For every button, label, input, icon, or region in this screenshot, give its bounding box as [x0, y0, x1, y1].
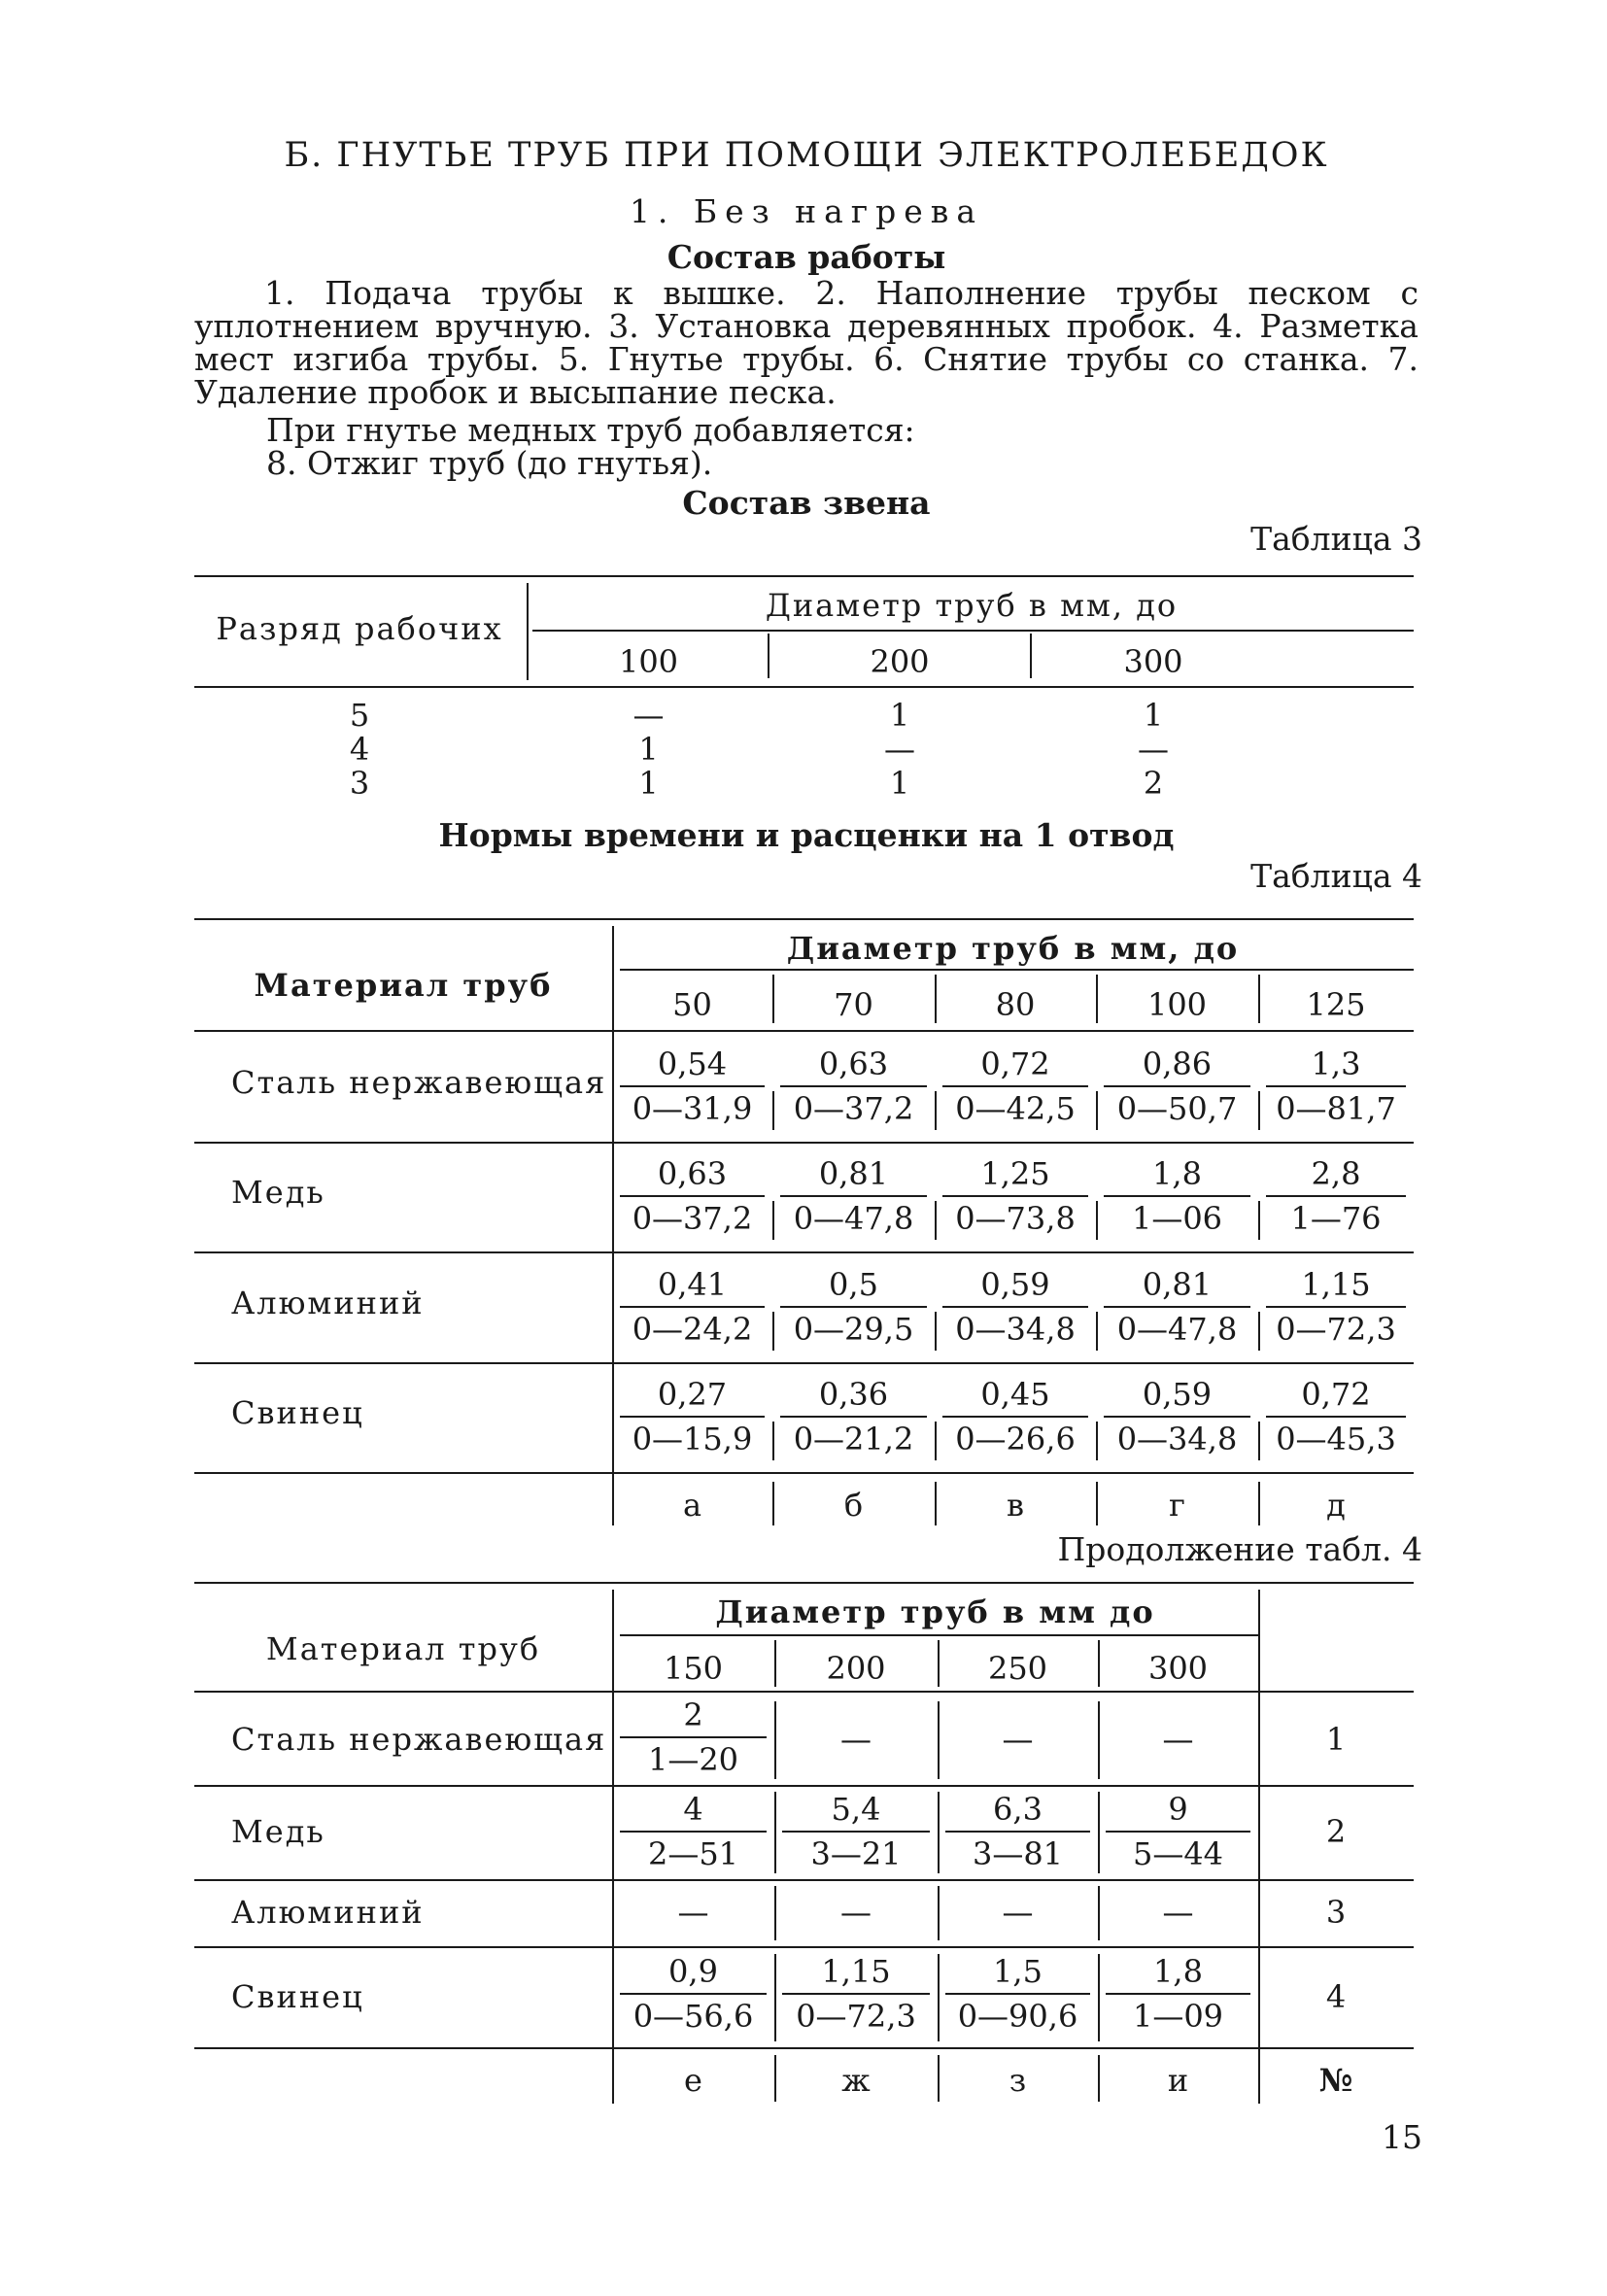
- table-rule: [194, 2047, 1414, 2049]
- rate-time-norm: 1,15: [821, 1953, 891, 1990]
- subsection-title: 1. Без нагрева: [629, 192, 984, 230]
- rate-time-norm: 1,25: [980, 1155, 1050, 1192]
- table-rule: [1098, 1640, 1100, 1687]
- rate-price: 3—21: [810, 1835, 902, 1872]
- row-number: 3: [1325, 1894, 1347, 1931]
- team-composition-title: Состав звена: [682, 484, 931, 522]
- table-rule: [774, 1701, 776, 1779]
- table4-group-header: Диаметр труб в мм, до: [786, 930, 1240, 967]
- column-letter: г: [1169, 1487, 1185, 1524]
- table4-cell: [1096, 1045, 1258, 1128]
- rate-price: 0—81,7: [1276, 1090, 1396, 1127]
- fraction-bar: [1106, 1831, 1250, 1833]
- table-rule: [938, 1701, 940, 1779]
- table3-grade: 4: [349, 731, 370, 768]
- column-letter: ж: [841, 2062, 871, 2099]
- table-rule: [772, 1312, 774, 1351]
- table-rule: [938, 1886, 940, 1940]
- table3-col-200: 200: [870, 643, 930, 680]
- table-rule: [194, 1691, 1414, 1693]
- rate-price: 0—34,8: [1116, 1421, 1238, 1457]
- fraction-bar: [780, 1416, 927, 1418]
- fraction-bar: [620, 1993, 767, 1995]
- table-rule: [1096, 1422, 1098, 1460]
- table3-cell: 1: [889, 765, 910, 802]
- rate-time-norm: 0,45: [980, 1376, 1050, 1413]
- rate-price: 0—37,2: [793, 1090, 914, 1127]
- table3-cell: 1: [889, 697, 910, 734]
- fraction-bar: [620, 1306, 765, 1308]
- column-letter: е: [684, 2062, 702, 2099]
- table4-cell: [1096, 1154, 1258, 1238]
- table4-cell: [1258, 1045, 1414, 1128]
- rate-price: 0—24,2: [632, 1311, 753, 1348]
- table-rule: [620, 1634, 1258, 1636]
- table-rule: [1258, 1091, 1260, 1130]
- rate-price: 0—72,3: [1276, 1311, 1396, 1348]
- rate-time-norm: 5,4: [831, 1791, 881, 1828]
- table4-row-header: Материал труб: [254, 967, 553, 1004]
- table-rule: [1258, 975, 1260, 1023]
- rate-time-norm: 0,81: [1142, 1266, 1213, 1303]
- fraction-bar: [1266, 1195, 1406, 1197]
- table4-cell: [935, 1265, 1096, 1349]
- table3-cell: —: [633, 697, 665, 734]
- table-rule: [938, 1640, 940, 1687]
- fraction-bar: [620, 1195, 765, 1197]
- fraction-bar: [620, 1736, 767, 1738]
- table-rule: [1096, 1091, 1098, 1130]
- rate-price: 0—29,5: [793, 1311, 914, 1348]
- table4b-cell: [1098, 1790, 1258, 1873]
- table4-cell: [772, 1265, 935, 1349]
- fraction-bar: [942, 1416, 1088, 1418]
- material-name: Свинец: [231, 1978, 364, 2015]
- fraction-bar: [780, 1085, 927, 1087]
- table3-cell: 2: [1143, 765, 1164, 802]
- section-title: Б. ГНУТЬЕ ТРУБ ПРИ ПОМОЩИ ЭЛЕКТРОЛЕБЕДОК: [284, 136, 1329, 175]
- fraction-bar: [1104, 1195, 1250, 1197]
- fraction-bar: [620, 1085, 765, 1087]
- table-rule: [1098, 1954, 1100, 2041]
- table-rule: [774, 1792, 776, 1873]
- table4-cell: [612, 1265, 772, 1349]
- fraction-bar: [945, 1993, 1090, 1995]
- table-rule: [1258, 1201, 1260, 1240]
- table4-cell: [612, 1375, 772, 1458]
- rate-price: 1—06: [1131, 1200, 1223, 1237]
- rate-price: 2—51: [647, 1835, 739, 1872]
- rate-time-norm: 0,72: [980, 1045, 1050, 1082]
- material-name: Свинец: [231, 1394, 364, 1431]
- table4b-col-header: 150: [663, 1650, 724, 1687]
- rate-time-norm: 0,81: [818, 1155, 889, 1192]
- table-rule: [774, 1640, 776, 1687]
- rate-price: 1—20: [647, 1741, 739, 1778]
- table-rule: [1096, 975, 1098, 1023]
- table3-row-header: Разряд рабочих: [216, 610, 503, 647]
- table4-cell: [1258, 1375, 1414, 1458]
- rate-price: 0—34,8: [955, 1311, 1076, 1348]
- row-number: 2: [1325, 1813, 1347, 1850]
- table3-grade: 3: [349, 765, 370, 802]
- table4-col-header: 100: [1146, 986, 1208, 1023]
- rate-time-norm: 9: [1168, 1791, 1188, 1828]
- table-rule: [935, 1312, 937, 1351]
- table-rule: [772, 1201, 774, 1240]
- table-rule: [935, 1482, 937, 1525]
- rate-price: 0—26,6: [955, 1421, 1076, 1457]
- material-name: Медь: [231, 1813, 325, 1850]
- material-name: Алюминий: [231, 1894, 425, 1931]
- rate-time-norm: 0,59: [1142, 1376, 1213, 1413]
- fraction-bar: [942, 1195, 1088, 1197]
- table-rule: [772, 1091, 774, 1130]
- table4b-cell: [612, 1790, 774, 1873]
- table-rule: [620, 969, 1414, 971]
- table-rule: [1096, 1482, 1098, 1525]
- table-rule: [774, 2055, 776, 2102]
- table-rule: [1098, 1701, 1100, 1779]
- table4-cell: [772, 1375, 935, 1458]
- rate-time-norm: 1,8: [1153, 1953, 1203, 1990]
- table4b-cell: [1098, 1952, 1258, 2036]
- fraction-bar: [1104, 1306, 1250, 1308]
- rate-price: 0—47,8: [793, 1200, 914, 1237]
- table4-col-header: 70: [834, 986, 873, 1023]
- rate-time-norm: 0,41: [657, 1266, 728, 1303]
- rate-time-norm: 4: [683, 1791, 703, 1828]
- rate-price: 5—44: [1132, 1835, 1224, 1872]
- table4b-cell: —: [840, 1721, 872, 1758]
- rate-time-norm: 1,5: [993, 1953, 1043, 1990]
- rate-price: 0—31,9: [632, 1090, 753, 1127]
- fraction-bar: [1266, 1085, 1406, 1087]
- fraction-bar: [942, 1085, 1088, 1087]
- table4-col-header: 125: [1306, 986, 1366, 1023]
- table4b-col-header: 300: [1147, 1650, 1209, 1687]
- table-rule: [1258, 1422, 1260, 1460]
- table-rule: [772, 1482, 774, 1525]
- rate-price: 0—50,7: [1116, 1090, 1238, 1127]
- table4-cell: [772, 1045, 935, 1128]
- table-rule: [935, 1091, 937, 1130]
- table4-label: Таблица 4: [1250, 857, 1422, 895]
- table-rule: [194, 1582, 1414, 1584]
- table-rule: [194, 1785, 1414, 1787]
- rate-price: 3—81: [972, 1835, 1064, 1872]
- rate-price: 1—09: [1132, 1998, 1224, 2035]
- table-rule: [1098, 1792, 1100, 1873]
- fraction-bar: [942, 1306, 1088, 1308]
- table-rule: [1258, 1312, 1260, 1351]
- table4-cell: [612, 1045, 772, 1128]
- table4b-cell: —: [1162, 1894, 1194, 1931]
- table3-cell: 1: [638, 731, 659, 768]
- table-rule: [194, 1030, 1414, 1032]
- rate-time-norm: 0,54: [657, 1045, 728, 1082]
- rate-time-norm: 2,8: [1311, 1155, 1361, 1192]
- table4b-col-header: 250: [987, 1650, 1048, 1687]
- table4-col-header: 50: [672, 986, 712, 1023]
- table4b-cell: —: [1002, 1894, 1034, 1931]
- table4-cell: [935, 1375, 1096, 1458]
- rate-time-norm: 0,72: [1301, 1376, 1371, 1413]
- rate-price: 1—76: [1290, 1200, 1382, 1237]
- column-letter: а: [682, 1487, 702, 1524]
- table4b-cell: [938, 1952, 1098, 2036]
- row-number: 4: [1325, 1978, 1347, 2015]
- table-rule: [194, 1142, 1414, 1144]
- column-letter: в: [1006, 1487, 1024, 1524]
- fraction-bar: [1104, 1085, 1250, 1087]
- rate-time-norm: 0,63: [657, 1155, 728, 1192]
- table-rule: [1098, 1886, 1100, 1940]
- rate-time-norm: 0,27: [657, 1376, 728, 1413]
- rate-price: 0—56,6: [633, 1998, 754, 2035]
- rate-time-norm: 6,3: [993, 1791, 1043, 1828]
- table-rule: [194, 1879, 1414, 1881]
- column-letter: б: [843, 1487, 864, 1524]
- rate-price: 0—45,3: [1276, 1421, 1396, 1457]
- table-rule: [774, 1886, 776, 1940]
- table3-cell: 1: [638, 765, 659, 802]
- table3-label: Таблица 3: [1250, 520, 1422, 558]
- table-rule: [1098, 2055, 1100, 2102]
- rate-time-norm: 0,5: [829, 1266, 878, 1303]
- table4-cell: [1096, 1265, 1258, 1349]
- table-rule: [194, 1362, 1414, 1364]
- column-letter: з: [1009, 2062, 1027, 2099]
- table-rule: [1096, 1201, 1098, 1240]
- fraction-bar: [780, 1306, 927, 1308]
- fraction-bar: [782, 1993, 930, 1995]
- fraction-bar: [1106, 1993, 1250, 1995]
- table-rule: [772, 1422, 774, 1460]
- table4b-cell: [774, 1790, 938, 1873]
- table-rule: [935, 1422, 937, 1460]
- table-rule: [935, 1201, 937, 1240]
- copper-note: При гнутье медных труб добавляется:: [266, 411, 915, 449]
- number-column-label: №: [1318, 2062, 1353, 2099]
- table4b-cell: —: [1002, 1721, 1034, 1758]
- table-rule: [1258, 1482, 1260, 1525]
- table4b-row-header: Материал труб: [265, 1630, 541, 1667]
- table-rule: [194, 1251, 1414, 1253]
- work-composition-text: 1. Подача трубы к вышке. 2. Наполнение трубы песком с уплотнением вручную. 3. Установка деревянных пробок. 4. Разметка мест изгиба трубы. 5. Гнутье трубы. 6. Снятие трубы со станка. 7. Удаление пробок и высыпание песка.: [194, 274, 1419, 411]
- table-rule: [772, 975, 774, 1023]
- table4-cell: [1096, 1375, 1258, 1458]
- rate-time-norm: 0,86: [1142, 1045, 1213, 1082]
- table4-cell: [935, 1154, 1096, 1238]
- fraction-bar: [780, 1195, 927, 1197]
- table4-cell: [1258, 1154, 1414, 1238]
- rate-price: 0—47,8: [1116, 1311, 1238, 1348]
- table4b-cell: [774, 1952, 938, 2036]
- table3-col-300: 300: [1123, 643, 1183, 680]
- table3-group-header: Диаметр труб в мм, до: [765, 587, 1179, 624]
- page-number: 15: [1382, 2118, 1422, 2156]
- column-letter: д: [1326, 1487, 1346, 1524]
- fraction-bar: [620, 1831, 767, 1833]
- table-rule: [938, 2055, 940, 2102]
- table4-cell: [612, 1154, 772, 1238]
- table4b-cell: —: [1162, 1721, 1194, 1758]
- table3-cell: —: [1138, 731, 1169, 768]
- rate-time-norm: 1,8: [1152, 1155, 1202, 1192]
- table-rule: [938, 1954, 940, 2041]
- work-composition-title: Состав работы: [667, 238, 946, 276]
- table4b-col-header: 200: [826, 1650, 886, 1687]
- rate-price: 0—37,2: [632, 1200, 753, 1237]
- table-rule: [194, 1946, 1414, 1948]
- table-rule: [194, 918, 1414, 920]
- table3-cell: 1: [1143, 697, 1164, 734]
- column-letter: и: [1167, 2062, 1189, 2099]
- table4b-cell: [612, 1952, 774, 2036]
- rate-price: 0—72,3: [796, 1998, 916, 2035]
- fraction-bar: [1266, 1416, 1406, 1418]
- table4-title: Нормы времени и расценки на 1 отвод: [438, 816, 1175, 854]
- rate-price: 0—15,9: [632, 1421, 753, 1457]
- rate-price: 0—42,5: [955, 1090, 1076, 1127]
- table4b-cell: [938, 1790, 1098, 1873]
- rate-time-norm: 2: [683, 1696, 703, 1733]
- fraction-bar: [620, 1416, 765, 1418]
- table-rule: [935, 975, 937, 1023]
- table4b-label: Продолжение табл. 4: [1057, 1530, 1422, 1568]
- fraction-bar: [1266, 1306, 1406, 1308]
- rate-time-norm: 1,3: [1311, 1045, 1361, 1082]
- table4b-group-header: Диаметр труб в мм до: [715, 1593, 1155, 1630]
- fraction-bar: [945, 1831, 1090, 1833]
- material-name: Алюминий: [231, 1285, 425, 1321]
- row-number: 1: [1325, 1721, 1347, 1758]
- table-rule: [194, 1472, 1414, 1474]
- rate-price: 0—21,2: [793, 1421, 914, 1457]
- table-rule: [774, 1954, 776, 2041]
- table4-cell: [772, 1154, 935, 1238]
- rate-time-norm: 0,36: [818, 1376, 889, 1413]
- rate-price: 0—73,8: [955, 1200, 1076, 1237]
- table4-cell: [1258, 1265, 1414, 1349]
- copper-step: 8. Отжиг труб (до гнутья).: [266, 444, 713, 482]
- table3-col-100: 100: [618, 643, 679, 680]
- rate-time-norm: 0,59: [980, 1266, 1050, 1303]
- table3-cell: —: [884, 731, 915, 768]
- rate-time-norm: 1,15: [1301, 1266, 1371, 1303]
- material-name: Сталь нержавеющая: [231, 1064, 607, 1101]
- rate-price: 0—90,6: [957, 1998, 1078, 2035]
- table-rule: [1096, 1312, 1098, 1351]
- material-name: Медь: [231, 1174, 325, 1211]
- table4b-cell: [612, 1696, 774, 1779]
- table4b-cell: —: [840, 1894, 872, 1931]
- table4-cell: [935, 1045, 1096, 1128]
- rate-time-norm: 0,9: [668, 1953, 718, 1990]
- table3-grade: 5: [349, 697, 370, 734]
- material-name: Сталь нержавеющая: [231, 1721, 607, 1758]
- fraction-bar: [782, 1831, 930, 1833]
- rate-time-norm: 0,63: [818, 1045, 889, 1082]
- table4-col-header: 80: [995, 986, 1036, 1023]
- table4b-cell: —: [677, 1894, 709, 1931]
- fraction-bar: [1104, 1416, 1250, 1418]
- table-rule: [938, 1792, 940, 1873]
